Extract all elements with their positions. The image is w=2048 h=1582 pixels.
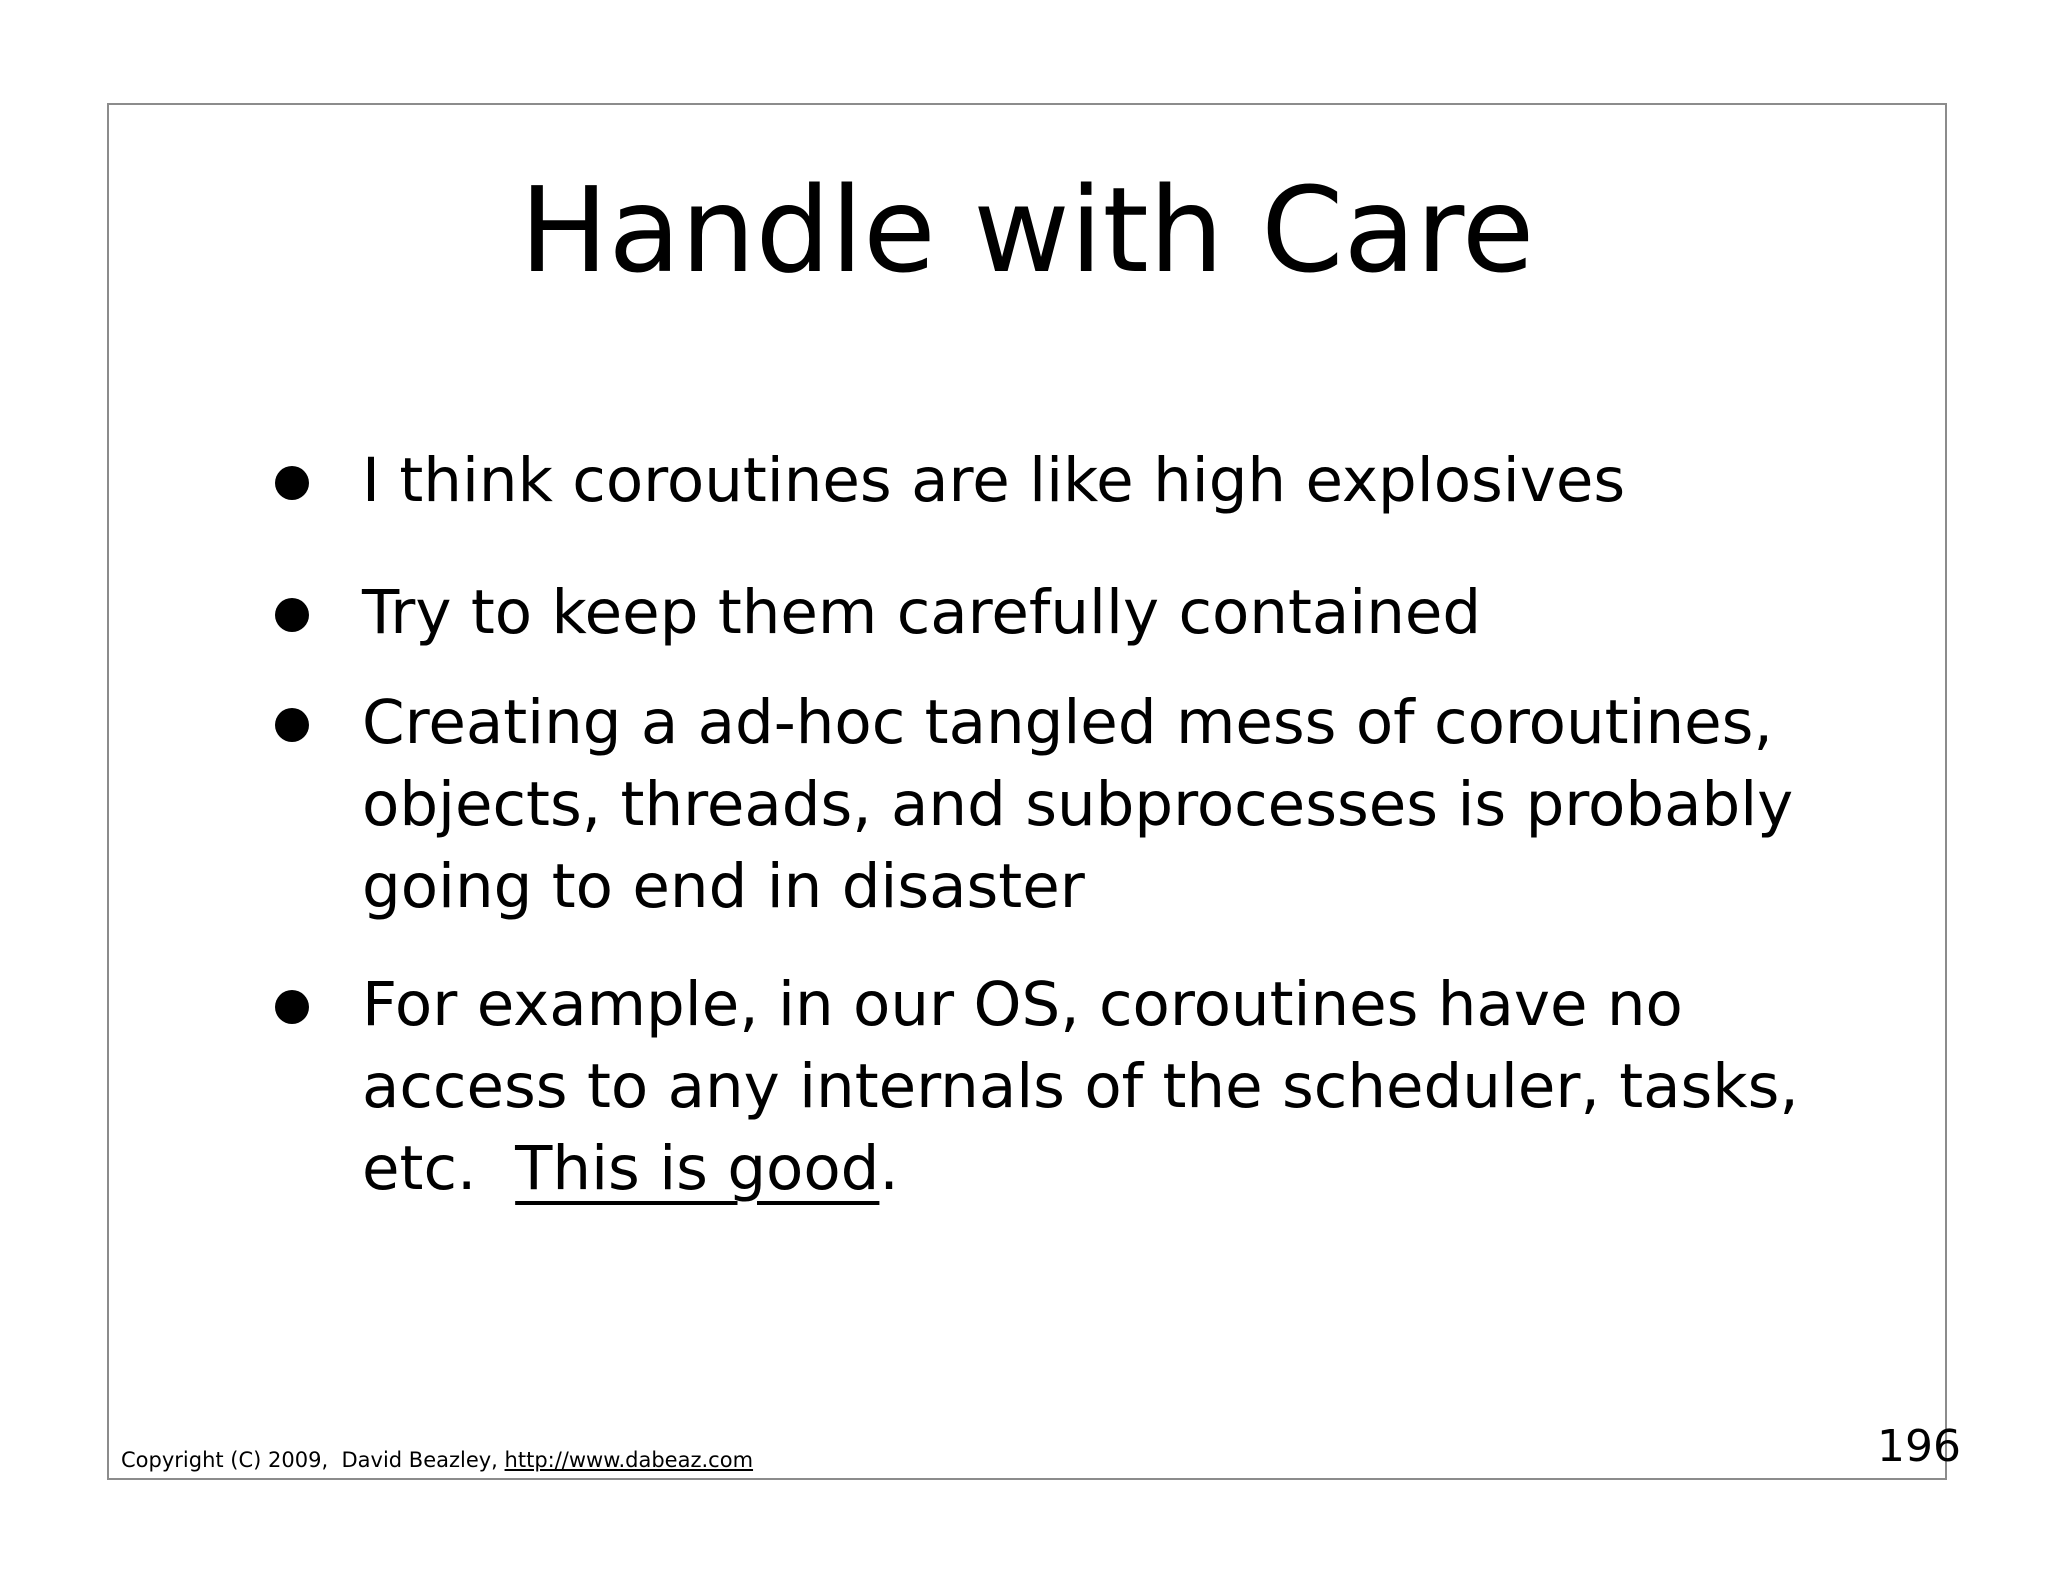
bullet-text: objects, threads, and subprocesses is probably: [362, 769, 1794, 840]
page-number: 196: [1877, 1421, 1961, 1472]
bullet-text-suffix: .: [879, 1133, 899, 1204]
bullet-text-prefix: etc.: [362, 1133, 516, 1204]
bullet-dot-icon: [275, 466, 309, 500]
copyright-text: Copyright (C) 2009, David Beazley,: [121, 1448, 505, 1472]
bullet-text: For example, in our OS, coroutines have no: [362, 969, 1683, 1040]
bullet-item: [275, 964, 1875, 1210]
bullet-text: going to end in disaster: [362, 851, 1085, 922]
bullet-item: [275, 440, 1875, 522]
bullet-list: [275, 440, 1875, 1256]
footer-copyright: [121, 1447, 753, 1473]
bullet-item: [275, 682, 1875, 928]
bullet-text: Try to keep them carefully contained: [362, 577, 1482, 648]
slide-title: Handle with Care: [519, 161, 1535, 299]
bullet-dot-icon: [275, 708, 309, 742]
bullet-text: Creating a ad-hoc tangled mess of coroutines,: [362, 687, 1773, 758]
bullet-text: access to any internals of the scheduler, tasks,: [362, 1051, 1799, 1122]
bullet-dot-icon: [275, 598, 309, 632]
bullet-text-last-line: [362, 1128, 1875, 1210]
emphasis-text: This is good: [515, 1133, 880, 1204]
bullet-item: [275, 572, 1875, 654]
bullet-text: I think coroutines are like high explosives: [362, 445, 1626, 516]
author-website-link[interactable]: http://www.dabeaz.com: [504, 1448, 754, 1472]
bullet-dot-icon: [275, 990, 309, 1024]
